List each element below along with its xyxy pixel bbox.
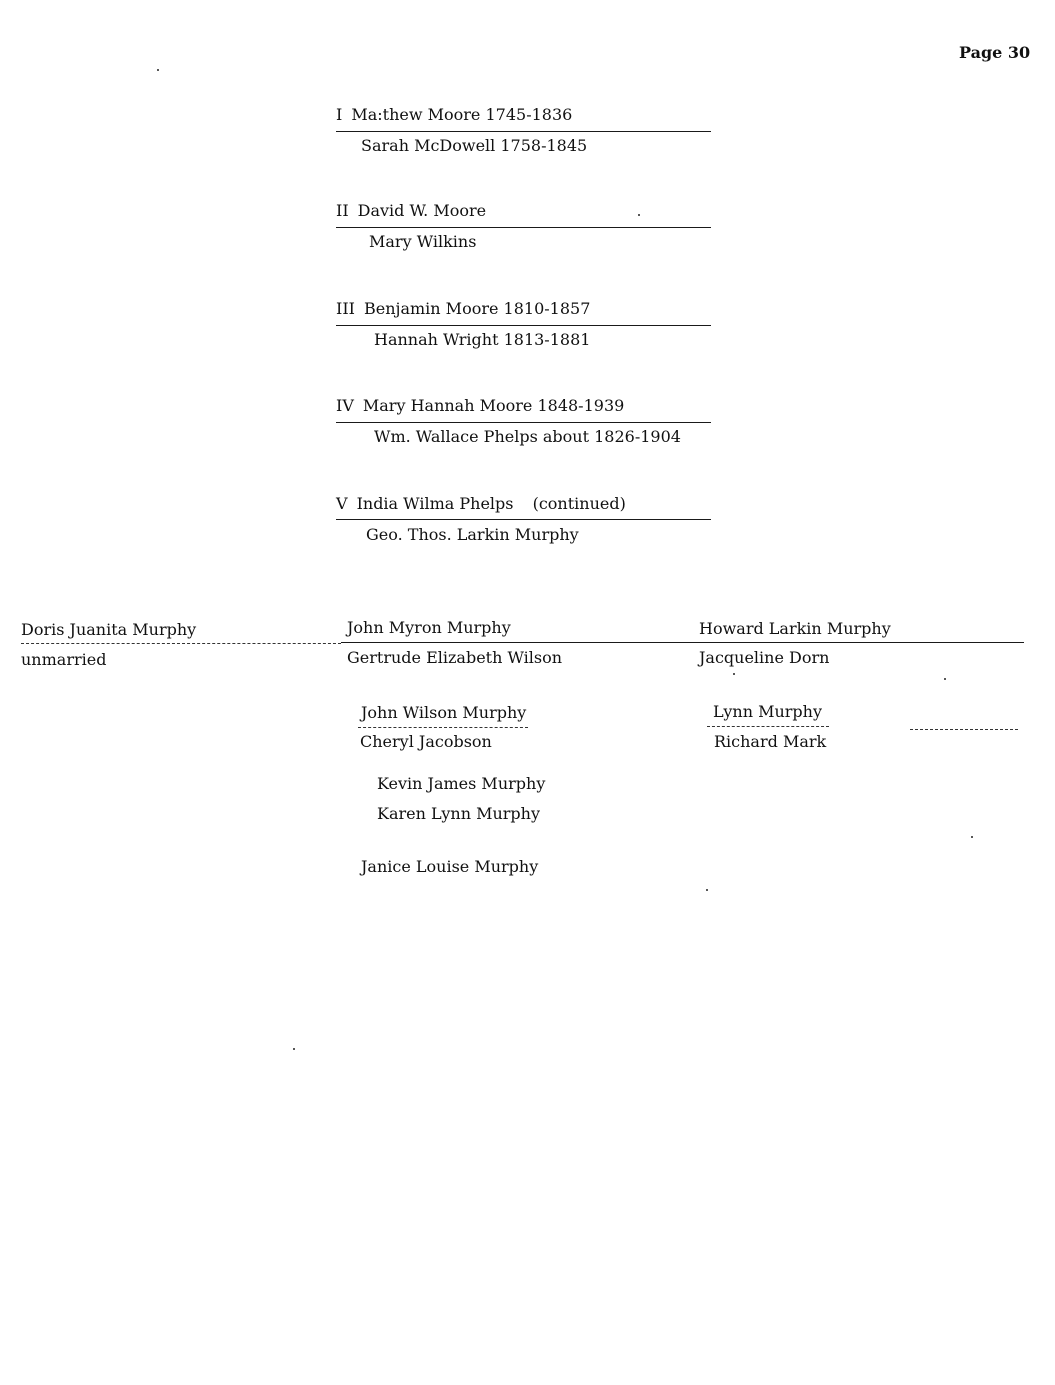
marriage-line [336, 227, 711, 228]
marriage-line [336, 519, 711, 520]
generation-1 [336, 106, 572, 124]
spouse-name: Richard Mark [714, 732, 827, 751]
ancestor-name: Benjamin Moore 1810-1857 [363, 299, 591, 318]
generation-numeral: III [336, 299, 355, 318]
scan-speck [706, 889, 708, 891]
scan-speck [944, 678, 946, 680]
ancestor-name: Ma:thew Moore 1745-1836 [351, 105, 573, 124]
spouse-name: Geo. Thos. Larkin Murphy [366, 525, 579, 544]
marriage-line [21, 643, 341, 644]
ancestor-name: David W. Moore [357, 201, 487, 220]
generation-4 [336, 397, 624, 415]
generation-numeral: IV [336, 396, 354, 415]
generation-5 [336, 495, 626, 513]
scan-line [910, 729, 1018, 730]
child-status: unmarried [21, 650, 107, 669]
grandchild-name: Lynn Murphy [713, 702, 822, 721]
grandchild-name: Janice Louise Murphy [361, 857, 539, 876]
spouse-name: Jacqueline Dorn [699, 648, 830, 667]
spouse-name: Wm. Wallace Phelps about 1826-1904 [374, 427, 681, 446]
spouse-name: Cheryl Jacobson [360, 732, 492, 751]
child-name: Howard Larkin Murphy [699, 619, 891, 638]
child-name: Doris Juanita Murphy [21, 620, 197, 639]
spouse-name: Sarah McDowell 1758-1845 [361, 136, 588, 155]
scan-speck [157, 69, 159, 71]
great-grandchild-name: Kevin James Murphy [377, 774, 546, 793]
scan-speck [733, 673, 735, 675]
marriage-line [336, 131, 711, 132]
generation-3 [336, 300, 590, 318]
spouse-name: Hannah Wright 1813-1881 [374, 330, 591, 349]
great-grandchild-name: Karen Lynn Murphy [377, 804, 540, 823]
scan-speck [293, 1048, 295, 1050]
scan-speck [971, 836, 973, 838]
marriage-line [336, 325, 711, 326]
grandchild-name: John Wilson Murphy [361, 703, 527, 722]
continued-note: (continued) [532, 494, 626, 513]
ancestor-name: India Wilma Phelps [356, 494, 514, 513]
generation-numeral: I [336, 105, 343, 124]
marriage-line [336, 422, 711, 423]
scan-speck [638, 214, 640, 216]
generation-numeral: V [336, 494, 348, 513]
marriage-line [358, 727, 528, 728]
spouse-name: Mary Wilkins [369, 232, 477, 251]
generation-numeral: II [336, 201, 349, 220]
child-name: John Myron Murphy [347, 618, 511, 637]
spouse-name: Gertrude Elizabeth Wilson [347, 648, 563, 667]
generation-2 [336, 202, 486, 220]
marriage-line [341, 642, 1024, 643]
ancestor-name: Mary Hannah Moore 1848-1939 [362, 396, 625, 415]
page-number: Page 30 [959, 43, 1031, 62]
marriage-line [707, 726, 829, 727]
